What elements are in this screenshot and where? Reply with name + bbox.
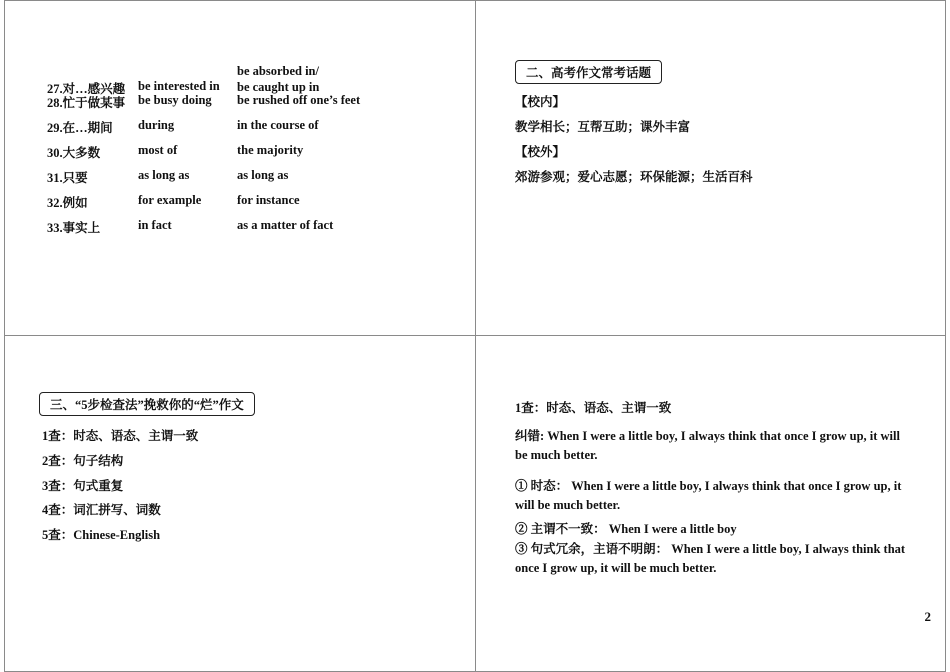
vocab-advanced-line2: be caught up in: [237, 80, 320, 94]
vocab-chinese: 29.在…期间: [47, 121, 113, 135]
inside-items: 教学相长；互帮互助；课外丰富: [515, 120, 691, 134]
check-title: 三、“5步检查法”挽救你的“烂”作文: [39, 392, 255, 416]
vocab-phrase: in fact: [138, 218, 172, 232]
outside-label: 【校外】: [515, 145, 566, 159]
outside-items: 郊游参观；爱心志愿；环保能源；生活百科: [515, 170, 753, 184]
slide-check-method: [4, 335, 476, 672]
check-step-3: 3查：句式重复: [42, 479, 124, 493]
vocab-phrase: during: [138, 118, 175, 132]
vocab-advanced-phrase: [237, 63, 319, 95]
slide-vocabulary: [4, 0, 476, 336]
check-step-4: 4查：词汇拼写、词数: [42, 503, 161, 517]
check-step-5: 5查：Chinese-English: [42, 528, 161, 542]
example-heading: 1查：时态、语态、主谓一致: [515, 401, 672, 415]
vocab-chinese: 33.事实上: [47, 221, 101, 235]
inside-label: 【校内】: [515, 95, 566, 109]
topics-title: 二、高考作文常考话题: [515, 60, 662, 84]
page-number: 2: [924, 609, 931, 624]
vocab-chinese: 31.只要: [47, 171, 88, 185]
vocab-advanced-phrase: in the course of: [237, 118, 319, 132]
vocab-advanced-phrase: the majority: [237, 143, 304, 157]
check-step-2: 2查：句子结构: [42, 454, 124, 468]
vocab-phrase: be busy doing: [138, 93, 212, 107]
vocab-phrase: for example: [138, 193, 202, 207]
vocab-phrase: be interested in: [138, 79, 220, 93]
vocab-advanced-phrase: for instance: [237, 193, 300, 207]
vocab-chinese: 28.忙于做某事: [47, 96, 126, 110]
vocab-phrase: most of: [138, 143, 178, 157]
vocab-advanced-phrase: as a matter of fact: [237, 218, 334, 232]
example-point-2: ② 主谓不一致： When I were a little boy: [515, 522, 737, 536]
example-correction: 纠错: When I were a little boy, I always think that once I grow up, it will be much better.: [515, 429, 900, 462]
example-point-3: ③ 句式冗余，主语不明朗： When I were a little boy, I always think that once I grow up, it will be much better.: [515, 542, 906, 575]
check-step-1: 1查：时态、语态、主谓一致: [42, 429, 199, 443]
vocab-chinese: 32.例如: [47, 196, 88, 210]
slide-example: [475, 335, 946, 672]
example-point-1: ① 时态： When I were a little boy, I always think that once I grow up, it will be much better.: [515, 479, 902, 512]
slide-topics: [475, 0, 946, 336]
vocab-phrase: as long as: [138, 168, 190, 182]
vocab-advanced-line1: be absorbed in/: [237, 64, 319, 78]
vocab-chinese: 27.对…感兴趣: [47, 82, 126, 96]
vocab-advanced-phrase: as long as: [237, 168, 289, 182]
vocab-chinese: 30.大多数: [47, 146, 101, 160]
vocab-advanced-phrase: be rushed off one’s feet: [237, 93, 361, 107]
